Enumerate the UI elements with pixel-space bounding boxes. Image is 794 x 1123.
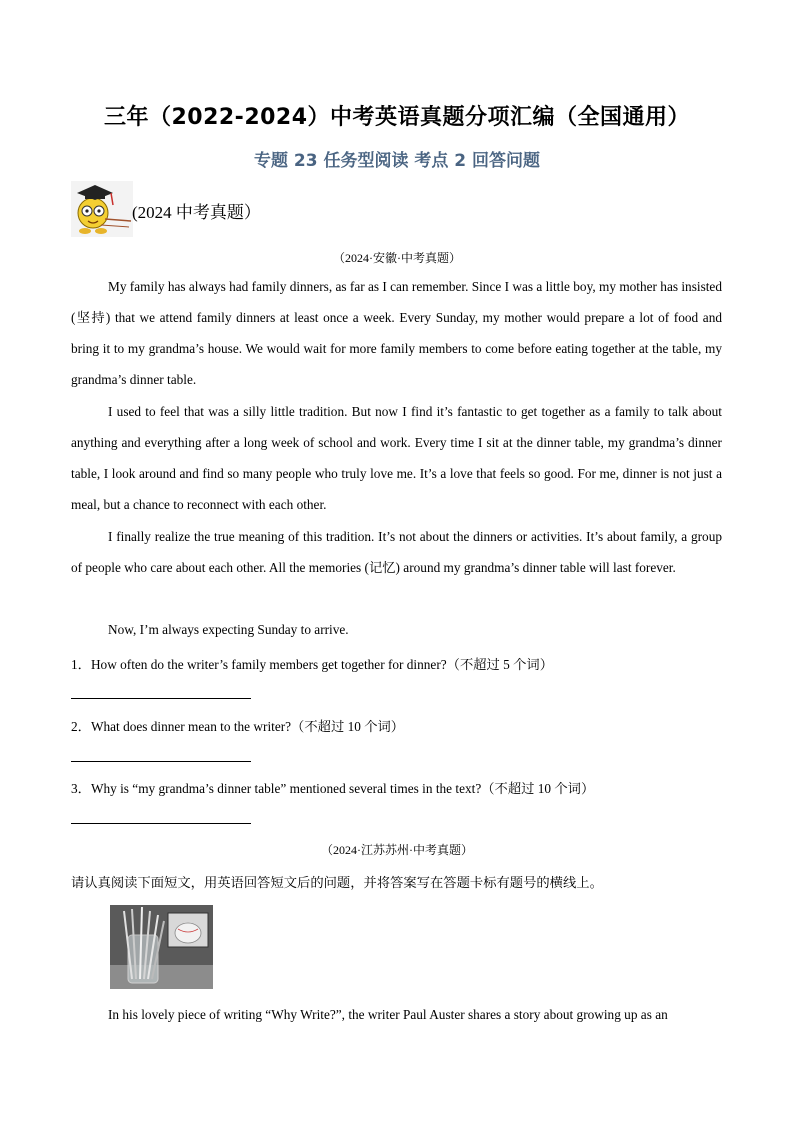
question-2: 2．What does dinner mean to the writer?（不超过 10 个词）	[71, 719, 405, 734]
passage2-source: （2024·江苏苏州·中考真题）	[321, 843, 473, 857]
passage1-paragraph: Now, I’m always expecting Sunday to arrive.	[108, 622, 349, 637]
doctor-cap-mascot-icon	[71, 181, 133, 237]
answer-line-3[interactable]	[71, 823, 251, 824]
passage2-instruction: 请认真阅读下面短文，用英语回答短文后的问题，并将答案写在答题卡标有题号的横线上。	[71, 876, 603, 891]
answer-line-2[interactable]	[71, 761, 251, 762]
passage1-source: （2024·安徽·中考真题）	[333, 251, 461, 265]
doc-title: 三年（2022-2024）中考英语真题分项汇编（全国通用）	[103, 105, 691, 130]
section-label: (2024 中考真题）	[132, 203, 261, 222]
passage1-paragraph: My family has always had family dinners, as far as I can remember. Since I was a little boy, my mother has insisted (坚持) that we attend family dinners at least once a week. Every Sunday, my mother would prepare a lot of food and bring it to my grandma’s house. We would wait for more family members to come before eating together at the table, my grandma’s dinner table.	[71, 279, 722, 387]
doc-subtitle: 专题 23 任务型阅读 考点 2 回答问题	[253, 151, 541, 171]
question-3: 3．Why is “my grandma’s dinner table” mentioned several times in the text?（不超过 10 个词）	[71, 781, 595, 796]
question-1: 1．How often do the writer’s family members get together for dinner?（不超过 5 个词）	[71, 657, 554, 672]
passage1-paragraph: I used to feel that was a silly little tradition. But now I find it’s fantastic to get together as a family to talk about anything and everything after a long week of school and work. Every time I sit at the dinner table, my grandma’s dinner table, I look around and find so many people who truly love me. It’s a love that feels so good. For me, dinner is not just a meal, but a chance to reconnect with each other.	[71, 404, 722, 512]
passage2-paragraph: In his lovely piece of writing “Why Write?”, the writer Paul Auster shares a story about growing up as an	[108, 1007, 668, 1022]
answer-line-1[interactable]	[71, 698, 251, 699]
pencils-in-glass-photo	[110, 905, 213, 989]
passage1-paragraph: I finally realize the true meaning of this tradition. It’s not about the dinners or activities. It’s about family, a group of people who care about each other. All the memories (记忆) around my grandma’s dinner table will last forever.	[71, 529, 722, 575]
